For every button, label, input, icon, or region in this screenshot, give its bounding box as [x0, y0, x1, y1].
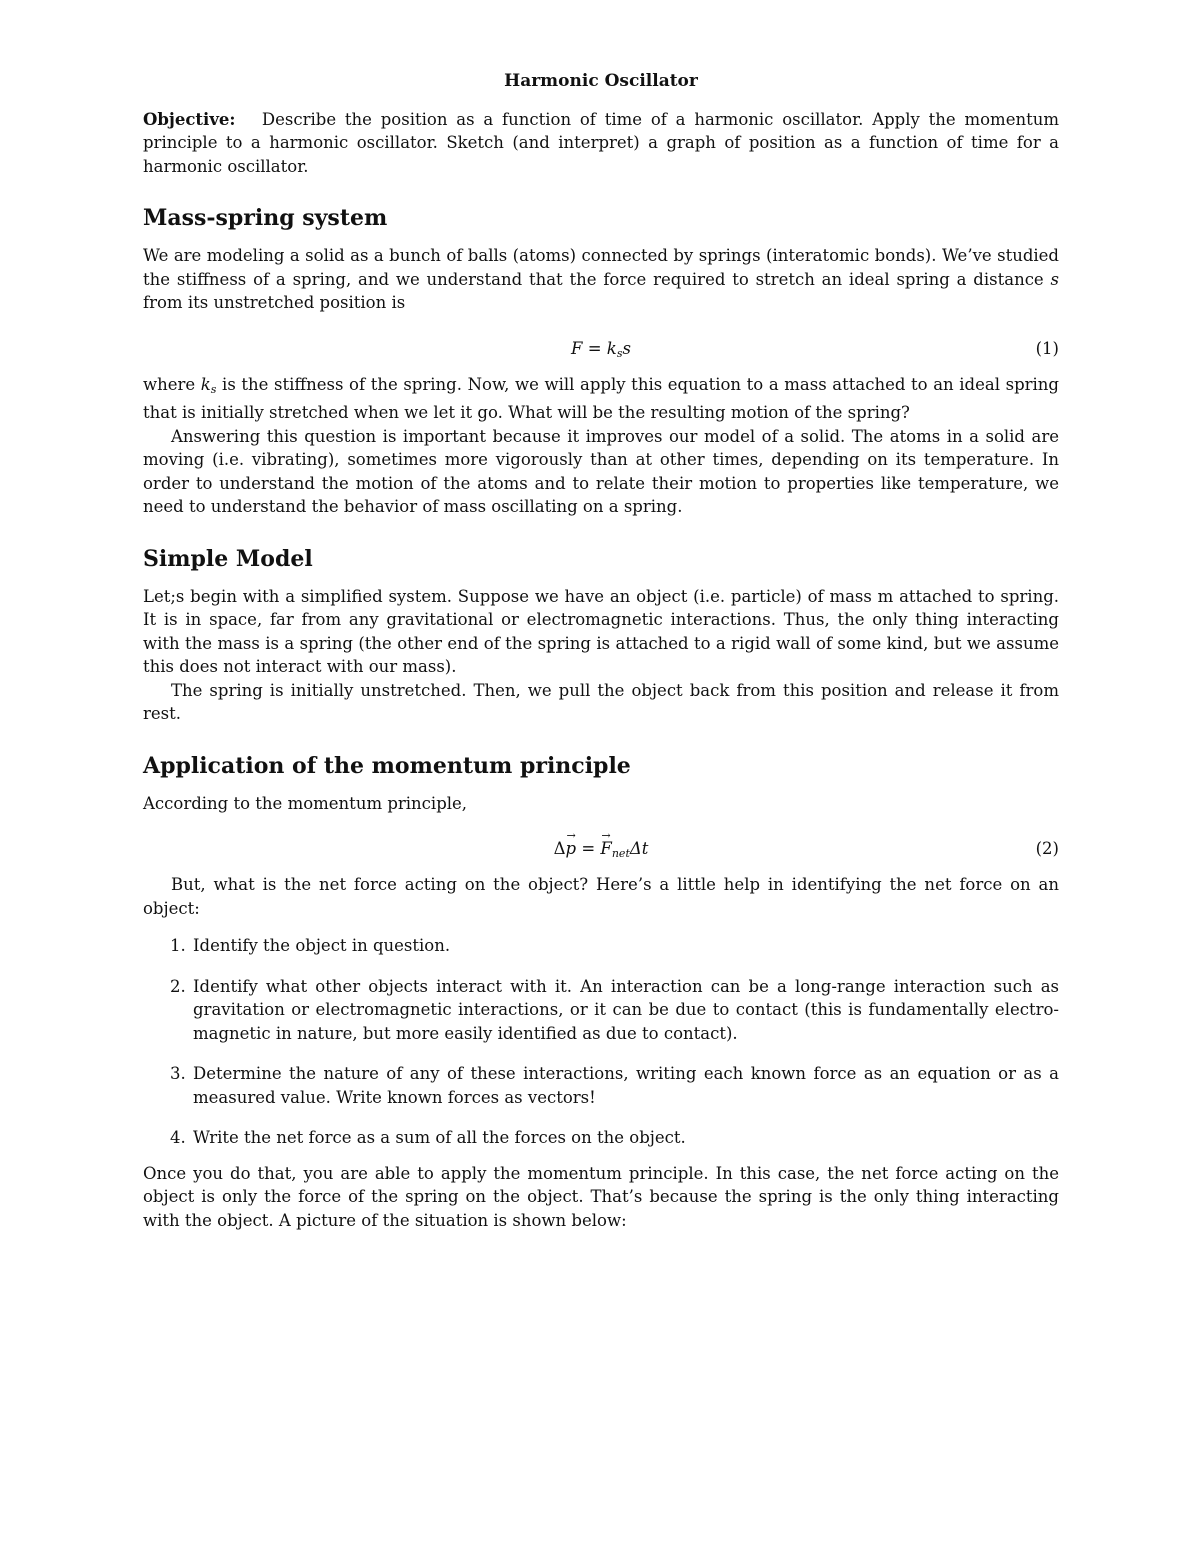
eq2-equals: = [581, 839, 596, 858]
equation-1 [143, 337, 1059, 361]
eq1-rhs: s [622, 338, 631, 358]
net-force-steps-list [143, 934, 1059, 1150]
list-item: 3. Determine the nature of any of these interactions, writing each known force as an equation or as a measured value. Write known forces as vectors! [191, 1062, 1059, 1109]
objective-paragraph [143, 108, 1059, 179]
mass-spring-paragraph-2 [143, 373, 1059, 425]
eq2-delta: Δ [553, 839, 566, 858]
eq2-net-subscript: net [611, 847, 630, 860]
distance-variable: s [1050, 269, 1059, 289]
equation-1-number: (1) [1035, 338, 1059, 358]
section-heading-momentum-principle: Application of the momentum principle [143, 752, 631, 779]
eq1-sub: s [616, 346, 623, 360]
mass-spring-paragraph-3: Answering this question is important because it improves our model of a solid. The atoms in a solid are moving (i.e. vibrating), sometimes more vigorously than at other times, depending on its temperature. In order to understand the motion of the atoms and to relate their motion to properties like temperature, we need to understand the behavior of mass oscillating on a spring. [143, 426, 1059, 516]
list-item: 1. Identify the object in question. [191, 934, 1059, 958]
mass-spring-paragraph-1 [143, 244, 1059, 315]
eq2-delta-t: Δt [629, 839, 649, 858]
stiffness-variable: k [200, 374, 211, 394]
section-heading-simple-model: Simple Model [143, 545, 313, 572]
momentum-paragraph-1: According to the momentum principle, [143, 793, 468, 813]
equation-2-number: (2) [1035, 839, 1059, 858]
mass-spring-p2-start: where [143, 374, 196, 394]
document-title: Harmonic Oscillator [504, 71, 698, 91]
objective-text: Describe the position as a function of time of a harmonic oscillator. Apply the momentum principle to a harmonic oscillator. Sketch (and interpret) a graph of position as a function of time for a harmonic oscillator. [143, 109, 1059, 176]
list-item: 4. Write the net force as a sum of all the forces on the object. [191, 1126, 1059, 1150]
document-page [143, 70, 1059, 1232]
momentum-paragraph-2: But, what is the net force acting on the object? Here’s a little help in identifying the net force on an object: [143, 875, 1059, 918]
list-item: 2. Identify what other objects interact with it. An interaction can be a long-range interaction such as gravitation or electromagnetic interactions, or it can be due to contact (this is fundamentally electro-magnetic in nature, but more easily identified as due to contact). [191, 975, 1059, 1046]
equation-1-body [143, 337, 1059, 366]
stiffness-subscript: s [210, 382, 217, 396]
section-heading-mass-spring: Mass-spring system [143, 205, 388, 231]
equation-2 [143, 837, 1059, 861]
simple-model-paragraph-2: The spring is initially unstretched. Then, we pull the object back from this position and release it from rest. [143, 680, 1059, 723]
eq2-momentum-vector: → p [566, 837, 577, 861]
eq2-force-vector: → F [600, 837, 611, 861]
mass-spring-p1-text: We are modeling a solid as a bunch of balls (atoms) connected by springs (interatomic bonds). We’ve studied the stiffness of a spring, and we understand that the force required to stretch an ideal spring a distance [143, 246, 1059, 289]
mass-spring-p2-end: is the stiffness of the spring. Now, we will apply this equation to a mass attached to an ideal spring that is initially stretched when we let it go. What will be the resulting motion of the spring? [143, 374, 1059, 422]
mass-spring-p1-end: from its unstretched position is [143, 293, 406, 312]
eq1-lhs: F = k [571, 338, 617, 358]
simple-model-paragraph-1: Let;s begin with a simplified system. Suppose we have an object (i.e. particle) of mass m attached to spring. It is in space, far from any gravitational or electromagnetic interactions. Thus, the only thing interacting with the mass is a spring (the other end of the spring is attached to a rigid wall of some kind, but we assume this does not interact with our mass). [143, 586, 1059, 676]
momentum-paragraph-3: Once you do that, you are able to apply the momentum principle. In this case, the net force acting on the object is only the force of the spring on the object. That’s because the spring is the only thing interacting with the object. A picture of the situation is shown below: [143, 1163, 1059, 1230]
equation-2-body [143, 837, 1059, 866]
objective-label: Objective: [143, 109, 236, 129]
